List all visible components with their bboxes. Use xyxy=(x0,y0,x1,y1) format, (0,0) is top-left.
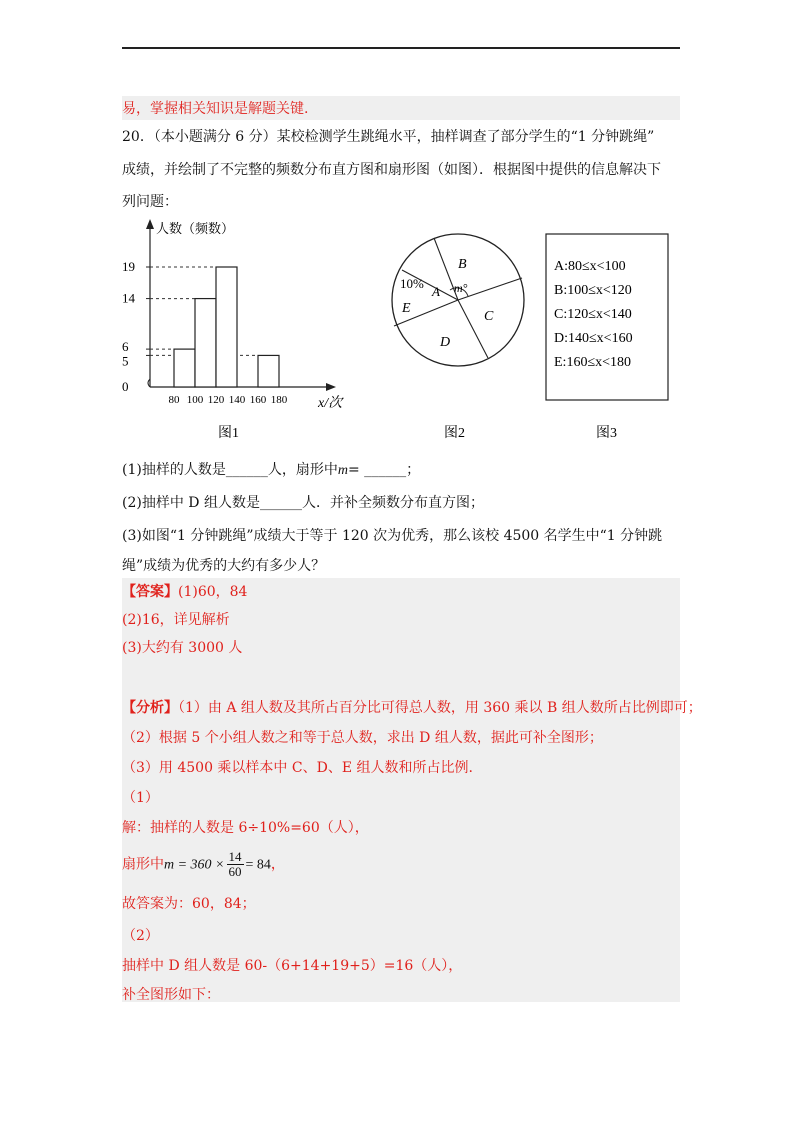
x-tick-label: 180 xyxy=(270,394,288,406)
legend-item: B:100≤x<120 xyxy=(554,283,632,298)
prev-tail-text: 易，掌握相关知识是解题关键. xyxy=(122,101,309,117)
solution-1-line-2 xyxy=(122,850,285,879)
fraction-numerator: 14 xyxy=(228,849,242,864)
x-tick-labels xyxy=(169,394,288,406)
x-tick-label: 140 xyxy=(228,394,246,406)
analysis-tag: 【分析】 xyxy=(122,700,178,716)
y-tick-label: 6 xyxy=(122,339,129,355)
answer-line-1 xyxy=(122,582,247,602)
solution-2-line-1: 抽样中 D 组人数是 60-（6+14+19+5）=16（人）， xyxy=(122,958,463,974)
solution-2-line-2: 补全图形如下： xyxy=(122,987,220,1003)
y-tick-label: 19 xyxy=(122,259,135,274)
solution-1-line-3: 故答案为：60，84； xyxy=(122,896,256,912)
histogram-bar-120-140 xyxy=(216,267,237,387)
solution-1-prefix: 扇形中 xyxy=(122,856,164,873)
x-tick-label: 160 xyxy=(249,394,267,406)
formula-fraction xyxy=(227,850,244,879)
pie-label-pct: 10% xyxy=(400,276,424,291)
figure-3-caption: 图3 xyxy=(596,426,617,441)
answer-2: (2)16，详见解析 xyxy=(122,612,230,628)
x-tick-label: 100 xyxy=(186,394,204,406)
legend-item: A:80≤x<100 xyxy=(554,259,626,274)
histogram-figure xyxy=(118,215,368,445)
formula-right: = 84 xyxy=(245,857,271,873)
analysis-p2: （2）根据 5 个小组人数之和等于总人数，求出 D 组人数，据此可补全图形； xyxy=(122,730,603,746)
answer-3: (3)大约有 3000 人 xyxy=(122,640,243,656)
x-tick-label: 120 xyxy=(207,394,225,406)
solution-2-head: （2） xyxy=(122,928,159,944)
pie-label-m: m° xyxy=(454,281,468,295)
analysis-p1: （1）由 A 组人数及其所占百分比可得总人数，用 360 乘以 B 组人数所占比例即可； xyxy=(178,700,702,716)
figure-2-caption: 图2 xyxy=(444,426,465,441)
solution-1-end: ， xyxy=(270,856,285,873)
legend-item: D:140≤x<160 xyxy=(554,331,633,346)
subquestion-1-end: = ______； xyxy=(347,462,421,478)
analysis-line-1 xyxy=(122,698,702,718)
histogram-bar-80-100 xyxy=(174,349,195,387)
histogram-bars xyxy=(174,267,279,387)
legend-item: C:120≤x<140 xyxy=(554,307,632,322)
question-line-3: 列问题： xyxy=(122,194,178,210)
answer-1: (1)60，84 xyxy=(178,584,248,600)
y-tick-label: 14 xyxy=(122,290,135,306)
y-tick-labels xyxy=(122,259,150,394)
y-tick-label: 0 xyxy=(122,379,129,394)
pie-label-a: A xyxy=(432,284,440,299)
x-axis-arrow xyxy=(326,383,336,391)
formula-left: m = 360 × xyxy=(164,857,225,873)
pie-label-e: E xyxy=(402,301,411,316)
subquestion-2: (2)抽样中 D 组人数是______人．并补全频数分布直方图； xyxy=(122,495,484,511)
solution-1-line-1: 解：抽样的人数是 6÷10%=60（人）， xyxy=(122,820,369,836)
answer-tag: 【答案】 xyxy=(122,584,178,600)
legend-figure xyxy=(544,232,674,445)
x-tick-label: 80 xyxy=(168,394,180,406)
header-rule xyxy=(122,47,680,49)
x-axis-label: x/次 xyxy=(318,396,343,411)
question-line-1: 20．（本小题满分 6 分）某校检测学生跳绳水平，抽样调查了部分学生的“1 分钟跳绳” xyxy=(122,129,655,145)
solution-1-head: （1） xyxy=(122,790,159,806)
subquestion-3-a: (3)如图“1 分钟跳绳”成绩大于等于 120 次为优秀，那么该校 4500 名学生中“1 分钟跳 xyxy=(122,528,663,544)
y-axis-arrow xyxy=(146,219,154,229)
subquestion-1 xyxy=(122,460,420,481)
legend-item: E:160≤x<180 xyxy=(554,355,632,370)
histogram-bar-100-120 xyxy=(195,299,216,387)
analysis-p3: （3）用 4500 乘以样本中 C、D、E 组人数和所占比例. xyxy=(122,760,473,776)
pie-label-c: C xyxy=(484,309,494,324)
pie-figure xyxy=(388,230,538,445)
fraction-denominator: 60 xyxy=(228,864,242,879)
subquestion-3-b: 绳”成绩为优秀的大约有多少人？ xyxy=(122,558,326,574)
subquestion-1-var: m xyxy=(337,463,348,478)
question-line-2: 成绩，并绘制了不完整的频数分布直方图和扇形图（如图）．根据图中提供的信息解决下 xyxy=(122,162,661,178)
pie-label-d: D xyxy=(440,335,451,350)
subquestion-1-text: (1)抽样的人数是______人，扇形中 xyxy=(122,462,338,478)
histogram-bar-160-180 xyxy=(258,355,279,387)
figure-1-caption: 图1 xyxy=(218,426,239,441)
y-axis-label: 人数（频数） xyxy=(156,221,235,236)
y-tick-label: 5 xyxy=(122,353,129,369)
pie-label-b: B xyxy=(458,257,467,272)
